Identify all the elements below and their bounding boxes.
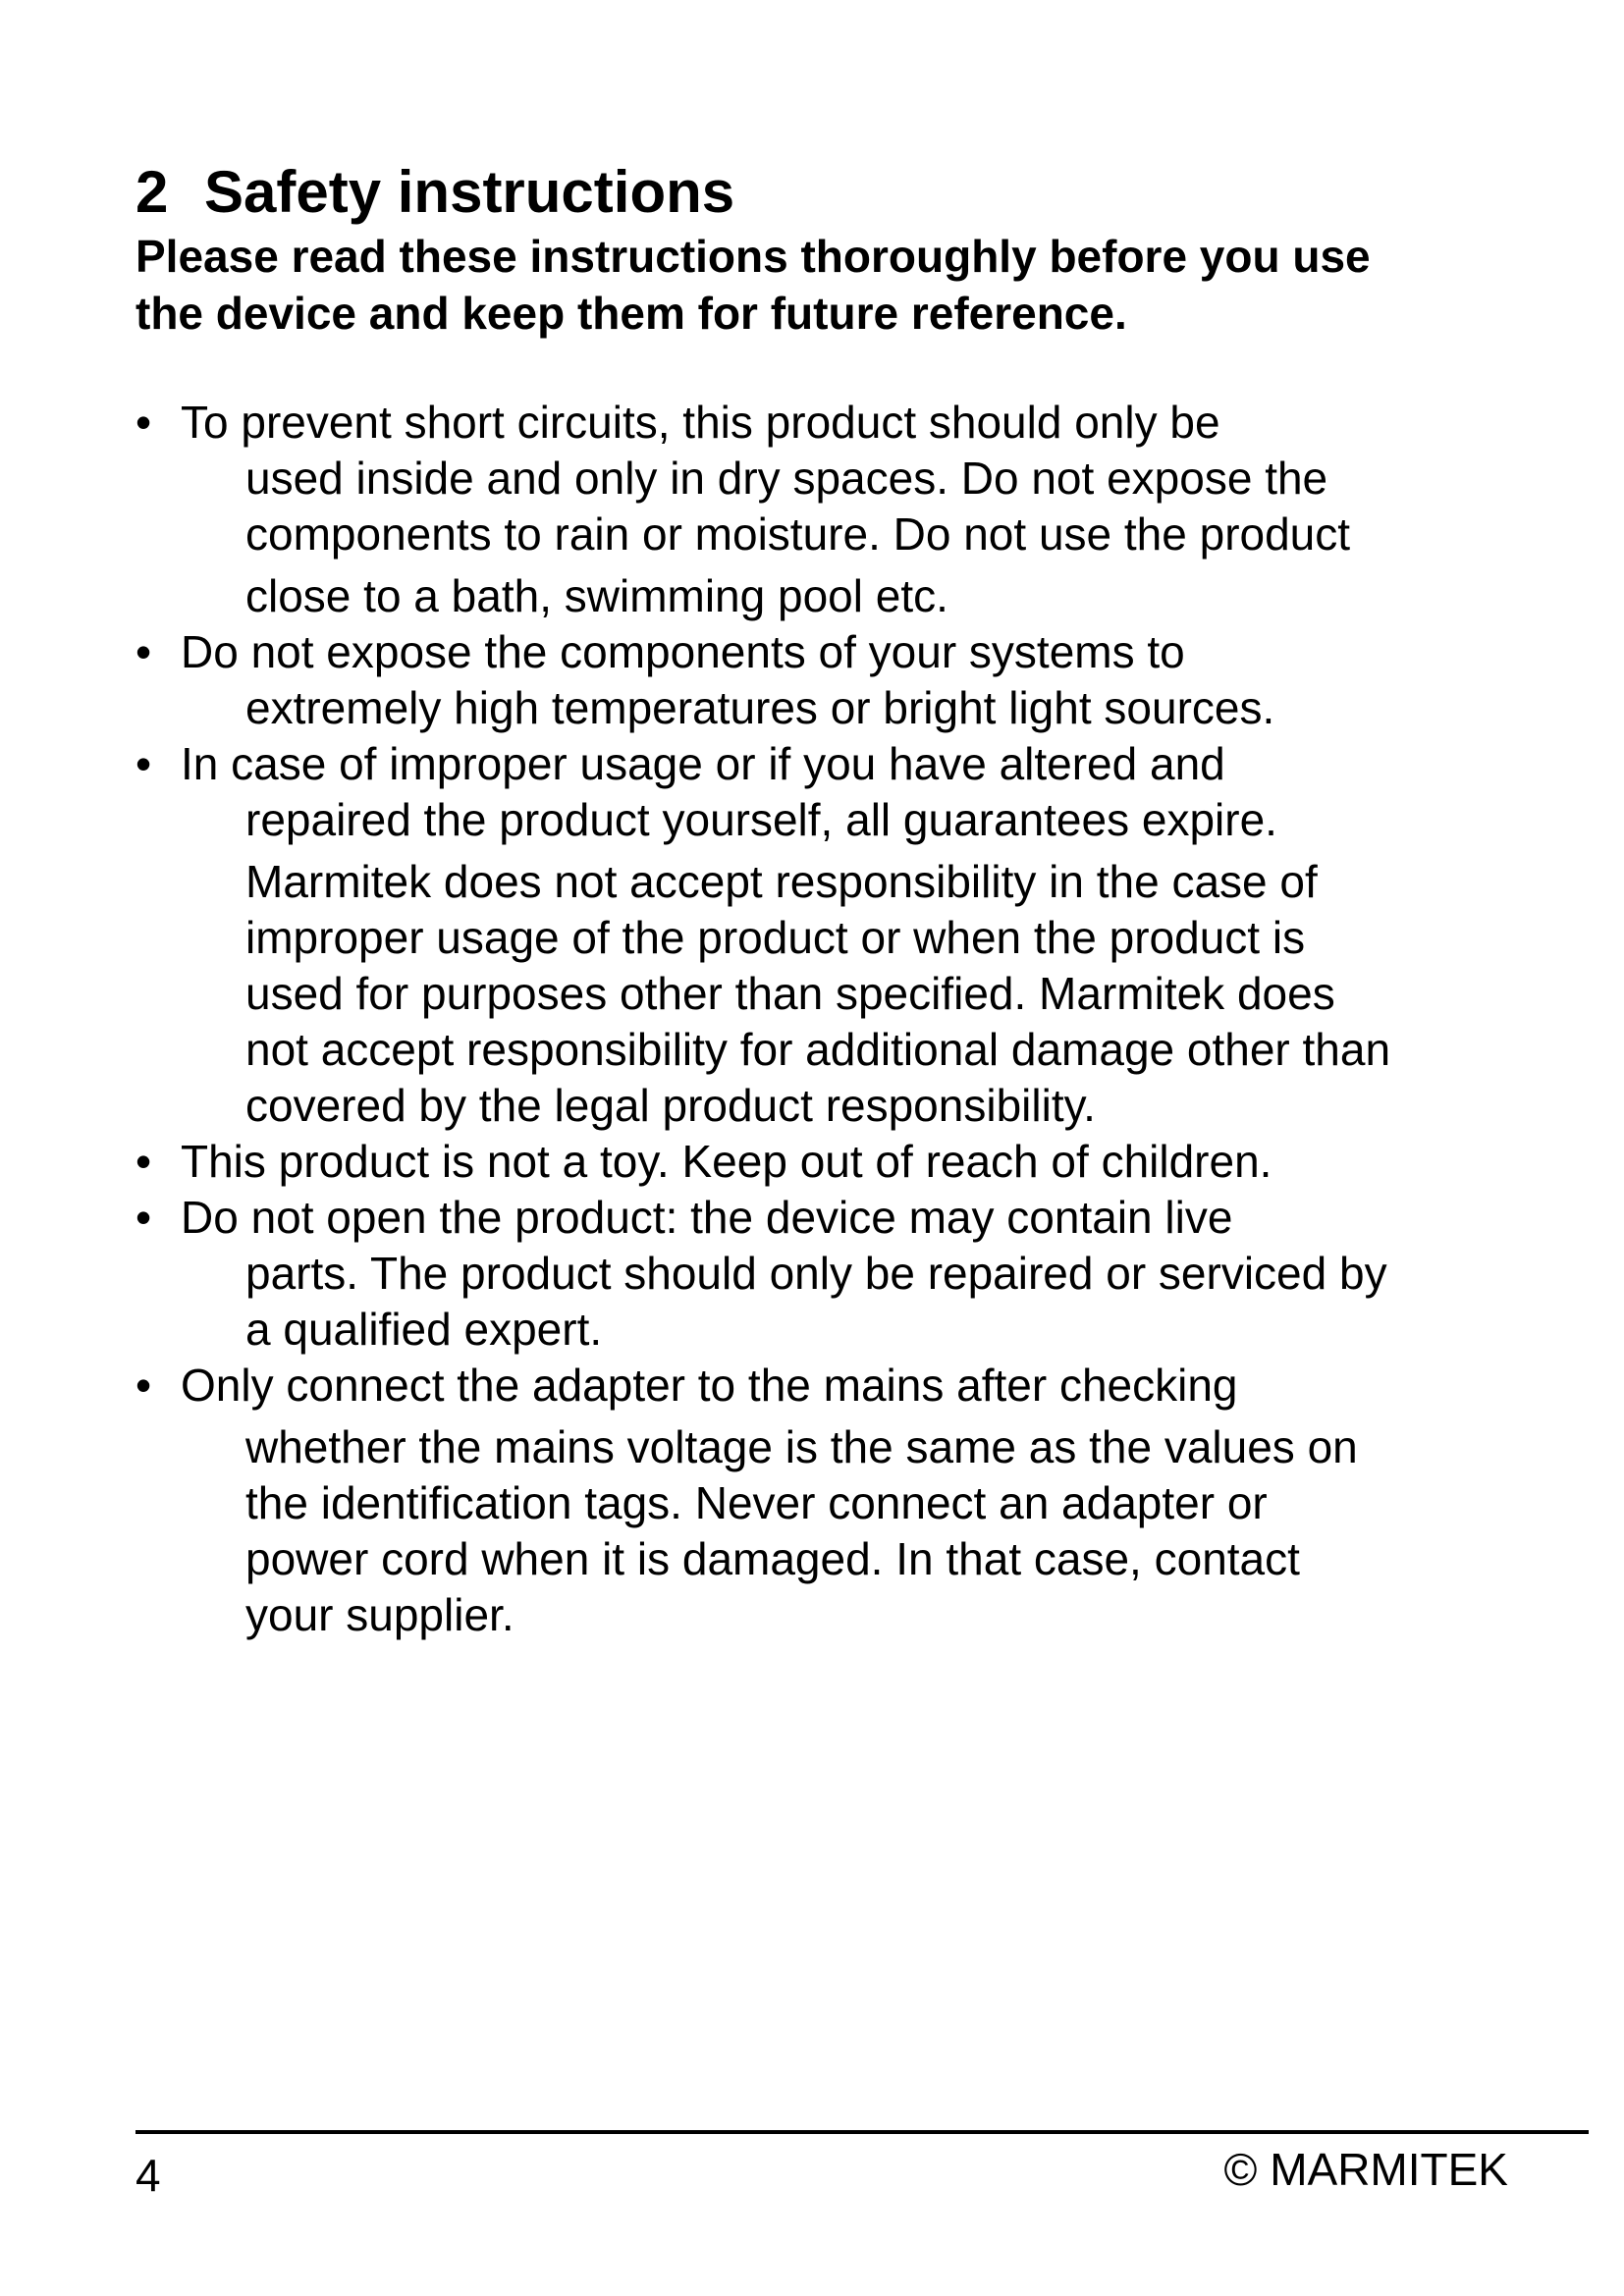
- list-item-line: power cord when it is damaged. In that case, contact: [245, 1533, 1300, 1584]
- list-item-line: This product is not a toy. Keep out of reach of children.: [181, 1136, 1272, 1187]
- list-item: [135, 624, 1510, 736]
- list-item-line: Marmitek does not accept responsibility in the case of: [245, 856, 1318, 907]
- list-item-line: In case of improper usage or if you have altered and: [181, 738, 1225, 789]
- list-item-line: whether the mains voltage is the same as the values on: [245, 1421, 1358, 1472]
- footer-divider: [135, 2130, 1589, 2134]
- list-item-line: Do not open the product: the device may contain live: [181, 1192, 1233, 1243]
- safety-instructions-list: [135, 395, 1510, 1643]
- list-item-line: not accept responsibility for additional damage other than: [245, 1024, 1391, 1075]
- bullet-icon: •: [135, 626, 152, 677]
- page-number: 4: [135, 2150, 161, 2201]
- list-item-line: your supplier.: [245, 1589, 514, 1640]
- bullet-icon: •: [135, 1192, 152, 1243]
- list-item-line: Do not expose the components of your systems to: [181, 626, 1185, 677]
- list-item: [135, 1134, 1510, 1190]
- list-item-line: To prevent short circuits, this product should only be: [181, 397, 1220, 448]
- list-item-line: a qualified expert.: [245, 1304, 603, 1355]
- list-item-line: close to a bath, swimming pool etc.: [245, 570, 948, 621]
- intro-paragraph: [135, 228, 1530, 342]
- list-item-line: Only connect the adapter to the mains after checking: [181, 1360, 1238, 1411]
- list-item-line: covered by the legal product responsibility.: [245, 1080, 1096, 1131]
- list-item-line: used for purposes other than specified. Marmitek does: [245, 968, 1335, 1019]
- bullet-icon: •: [135, 1136, 152, 1187]
- list-item: [135, 736, 1510, 1134]
- intro-line-1: Please read these instructions thoroughly before you use: [135, 231, 1371, 282]
- section-title: Safety instructions: [204, 159, 735, 225]
- list-item-line: components to rain or moisture. Do not use the product: [245, 508, 1351, 560]
- list-item-line: improper usage of the product or when the product is: [245, 912, 1306, 963]
- intro-line-2: the device and keep them for future reference.: [135, 288, 1127, 339]
- list-item: [135, 1358, 1510, 1643]
- copyright-notice: © MARMITEK: [1223, 2144, 1508, 2195]
- list-item-line: extremely high temperatures or bright light sources.: [245, 682, 1275, 733]
- bullet-icon: •: [135, 397, 152, 448]
- bullet-icon: •: [135, 738, 152, 789]
- section-heading: [135, 157, 734, 228]
- list-item-line: the identification tags. Never connect an adapter or: [245, 1477, 1268, 1528]
- bullet-icon: •: [135, 1360, 152, 1411]
- list-item-line: repaired the product yourself, all guarantees expire.: [245, 794, 1277, 845]
- list-item-line: used inside and only in dry spaces. Do not expose the: [245, 453, 1328, 504]
- list-item-line: parts. The product should only be repaired or serviced by: [245, 1248, 1387, 1299]
- list-item: [135, 1190, 1510, 1358]
- section-number: 2: [135, 159, 169, 225]
- list-item: [135, 395, 1510, 624]
